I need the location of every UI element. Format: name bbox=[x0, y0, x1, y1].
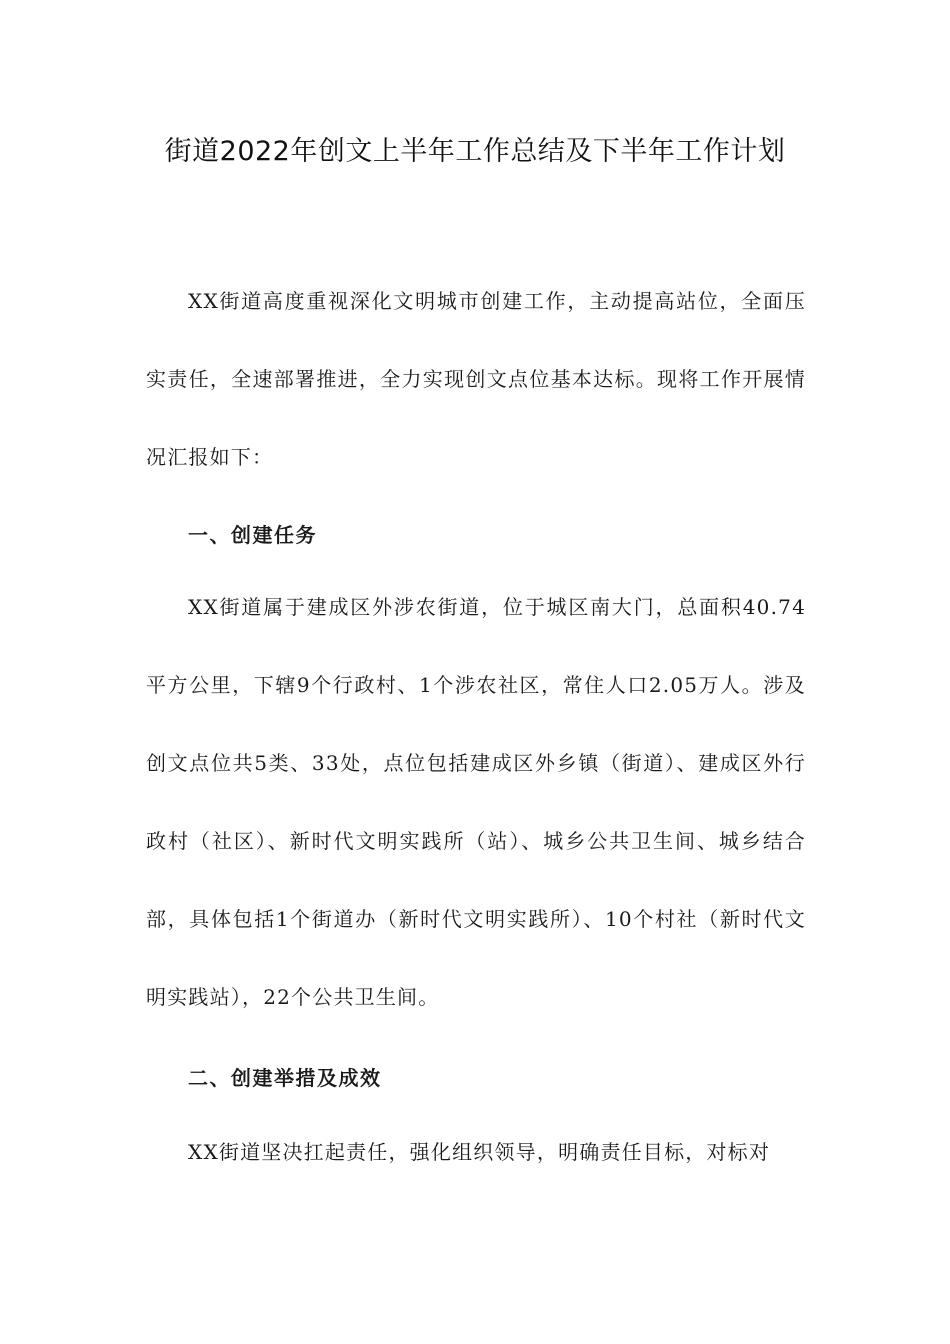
section-heading-tasks: 一、创建任务 bbox=[188, 523, 317, 547]
measures-paragraph: XX街道坚决扛起责任，强化组织领导，明确责任目标，对标对 bbox=[188, 1140, 771, 1164]
tasks-paragraph: XX街道属于建成区外涉农街道，位于城区南大门，总面积40.74平方公里，下辖9个行政村、1个涉农社区，常住人口2.05万人。涉及创文点位共5类、33处，点位包括建成区外乡镇（街道）、建成区外行政村（社区）、新时代文明实践所（站）、城乡公共卫生间、城乡结合部，具体包括1个街道办（新时代文明实践所）、10个村社（新时代文明实践站），22个公共卫生间。 bbox=[146, 595, 806, 1009]
section-heading-measures: 二、创建举措及成效 bbox=[188, 1066, 382, 1090]
intro-paragraph: XX街道高度重视深化文明城市创建工作，主动提高站位，全面压实责任，全速部署推进，全力实现创文点位基本达标。现将工作开展情况汇报如下： bbox=[146, 289, 806, 469]
document-title: 街道2022年创文上半年工作总结及下半年工作计划 bbox=[164, 136, 786, 167]
